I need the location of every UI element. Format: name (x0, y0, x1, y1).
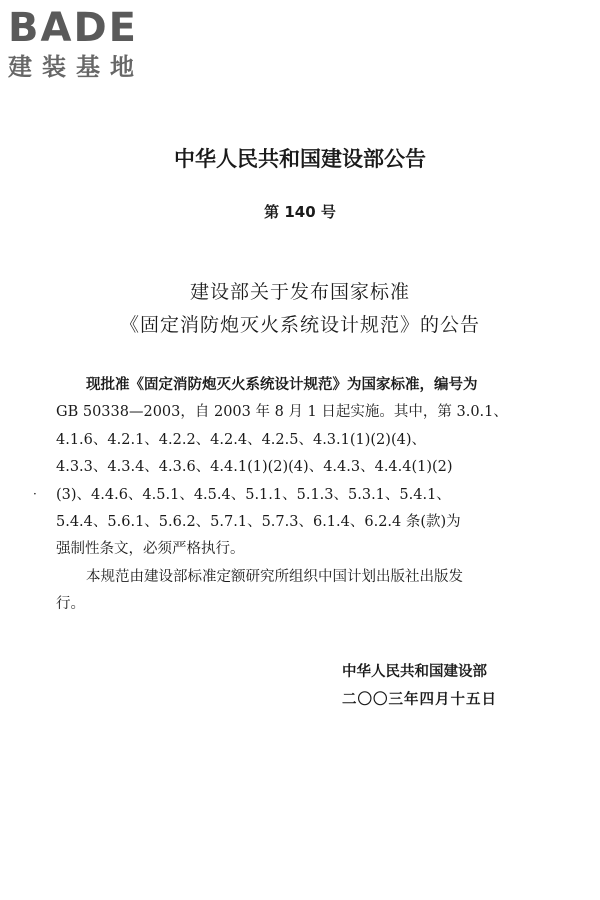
subtitle-line-2: 《固定消防炮灭火系统设计规范》的公告 (119, 314, 480, 336)
logo-tagline: 建装基地 (8, 53, 144, 81)
signature-date: 二〇〇三年四月十五日 (342, 692, 497, 708)
signature-organization: 中华人民共和国建设部 (342, 664, 487, 680)
announcement-number: 第 140 号 (264, 203, 336, 221)
paragraph-2-line: 行。 (56, 596, 85, 613)
paragraph-1-line: GB 50338—2003，自 2003 年 8 月 1 日起实施。其中，第 3.0.1、 (56, 404, 508, 421)
paragraph-1-line: 4.3.3、4.3.4、4.3.6、4.4.1(1)(2)(4)、4.4.3、4.4.4(1)(2) (56, 459, 453, 476)
margin-mark: · (33, 487, 37, 501)
logo-brand: BADE (8, 5, 138, 51)
paragraph-1-line: 5.4.4、5.6.1、5.6.2、5.7.1、5.7.3、6.1.4、6.2.4 条(款)为 (56, 514, 461, 531)
paragraph-1-line: (3)、4.4.6、4.5.1、4.5.4、5.1.1、5.1.3、5.3.1、5.4.1、 (56, 486, 451, 503)
paragraph-2-line: 本规范由建设部标准定额研究所组织中国计划出版社出版发 (86, 568, 463, 585)
announcement-body (56, 372, 556, 619)
logo (8, 6, 178, 82)
paragraph-1-lead: 现批准《固定消防炮灭火系统设计规范》为国家标准，编号为 (86, 377, 478, 393)
announcement-title: 中华人民共和国建设部公告 (174, 147, 426, 171)
subtitle-line-1: 建设部关于发布国家标准 (189, 281, 410, 303)
paragraph-1-line: 强制性条文，必须严格执行。 (56, 541, 245, 558)
paragraph-1-line: 4.1.6、4.2.1、4.2.2、4.2.4、4.2.5、4.3.1(1)(2)(4)、 (56, 431, 426, 448)
